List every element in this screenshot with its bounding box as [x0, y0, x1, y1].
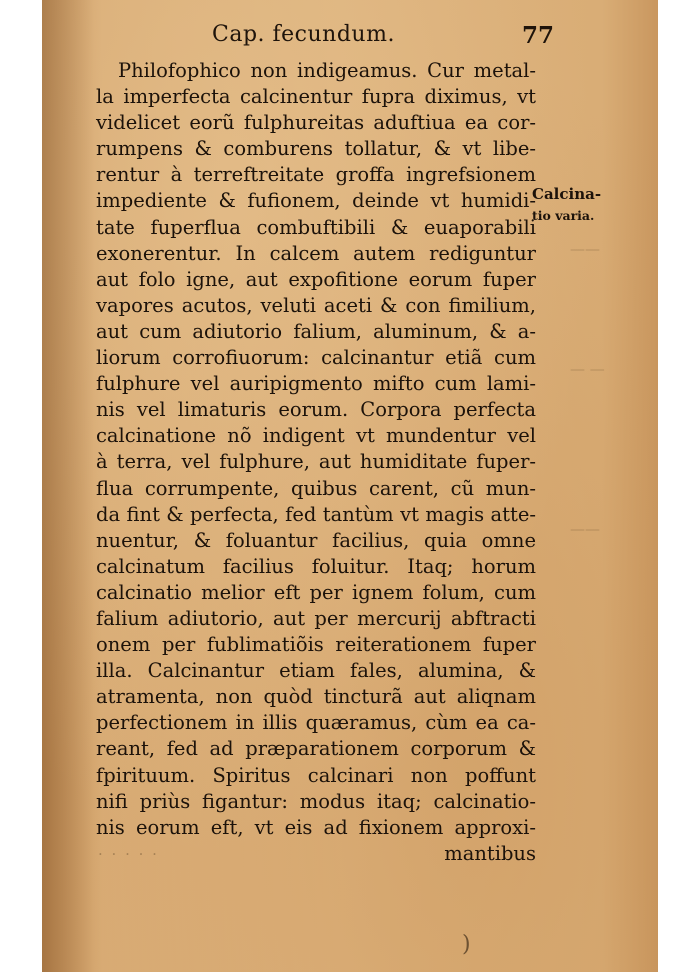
- text-line: tate fuperflua combuftibili & euaporabili: [96, 215, 536, 239]
- text-line: nis vel limaturis eorum. Corpora perfecta: [96, 398, 536, 422]
- text-line: atramenta, non quòd tincturã aut aliqnam: [96, 685, 536, 709]
- text-line: calcinatum facilius foluitur. Itaq; horum: [96, 554, 536, 578]
- text-line: aut cum adiutorio falium, aluminum, & a-: [96, 319, 536, 343]
- text-line: videlicet eorũ fulphureitas aduftiua ea cor-: [96, 111, 536, 135]
- bleed-through-ink: — —: [570, 360, 605, 378]
- text-line: calcinatione nõ indigent vt mundentur vel: [96, 424, 536, 448]
- text-line: falium adiutorio, aut per mercurij abftracti: [96, 606, 536, 630]
- marginal-note-line: tio varia.: [532, 208, 595, 223]
- text-line: Philofophico non indigeamus. Cur metal-: [118, 59, 536, 82]
- text-line: rentur à terreftreitate groffa ingrefsionem: [96, 163, 536, 187]
- text-line: la imperfecta calcinentur fupra diximus, vt: [96, 85, 536, 109]
- running-head: [42, 22, 658, 48]
- bleed-through-ink: ——: [570, 520, 600, 538]
- text-line: exonerentur. In calcem autem rediguntur: [96, 241, 536, 265]
- text-line: nifi priùs figantur: modus itaq; calcinatio-: [96, 789, 536, 813]
- page-number: 77: [522, 22, 555, 49]
- page-gutter-shadow: [42, 0, 94, 972]
- text-line: aut folo igne, aut expofitione eorum fuper: [96, 267, 536, 291]
- text-line: fulphure vel auripigmento mifto cum lami-: [96, 372, 536, 396]
- text-line: reant, fed ad præparationem corporum &: [96, 737, 536, 761]
- text-line: calcinatio melior eft per ignem folum, cum: [96, 580, 536, 604]
- text-line: da fint & perfecta, fed tantùm vt magis atte-: [96, 502, 536, 526]
- text-line: à terra, vel fulphure, aut humiditate fuper-: [96, 450, 536, 474]
- ink-mark: ): [462, 932, 471, 957]
- chapter-title: Cap. fecundum.: [212, 22, 395, 47]
- main-text: [96, 58, 536, 867]
- catchword: mantibus: [444, 841, 536, 865]
- marginal-note: [532, 184, 601, 226]
- text-line: illa. Calcinantur etiam fales, alumina, &: [96, 659, 536, 683]
- text-line: flua corrumpente, quibus carent, cũ mun-: [96, 476, 536, 500]
- text-line: impediente & fufionem, deinde vt humidi-: [96, 189, 536, 213]
- text-line: rumpens & comburens tollatur, & vt libe-: [96, 137, 536, 161]
- text-line: perfectionem in illis quæramus, cùm ea ca-: [96, 711, 536, 735]
- text-line: fpirituum. Spiritus calcinari non poffunt: [96, 763, 536, 787]
- catchword-row: [96, 841, 536, 867]
- book-page: [42, 0, 658, 972]
- bleed-through-ink: ——: [570, 240, 600, 258]
- marginal-note-line: Calcina-: [532, 185, 602, 203]
- text-line: vapores acutos, veluti aceti & con fimilium,: [96, 293, 536, 317]
- text-line: nis eorum eft, vt eis ad fixionem approxi-: [96, 815, 536, 839]
- text-line: liorum corrofiuorum: calcinantur etiã cum: [96, 346, 536, 370]
- faded-signature-mark: · · · · ·: [98, 844, 159, 863]
- text-line: nuentur, & foluantur facilius, quia omne: [96, 528, 536, 552]
- text-line: onem per fublimatiõis reiterationem fuper: [96, 633, 536, 657]
